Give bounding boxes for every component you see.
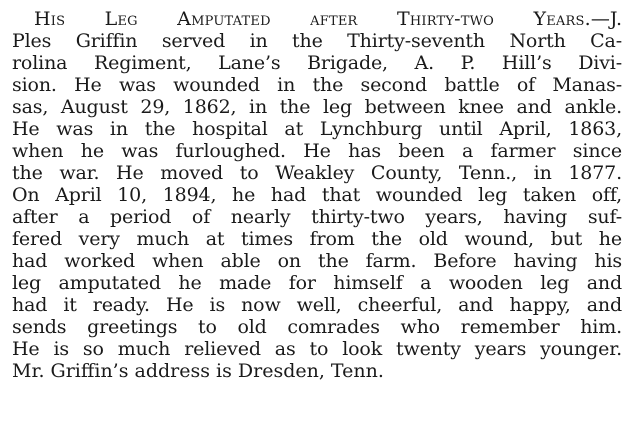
article-line-9: On April 10, 1894, he had that wounded leg taken off, <box>12 184 622 206</box>
article-line-10: after a period of nearly thirty-two years, having suf- <box>12 206 622 228</box>
article-line-8: the war. He moved to Weakley County, Tenn., in 1877. <box>12 162 622 184</box>
article-line-17: Mr. Griffin’s address is Dresden, Tenn. <box>12 360 384 382</box>
article-line-16: He is so much relieved as to look twenty years younger. <box>12 338 622 360</box>
article-line-4: sion. He was wounded in the second battle of Manas- <box>12 74 622 96</box>
article-line-2: Ples Griffin served in the Thirty-seventh North Ca- <box>12 30 622 52</box>
article-headline: His Leg Amputated after Thirty-two Years. <box>34 8 591 30</box>
article-line-5: sas, August 29, 1862, in the leg between knee and ankle. <box>12 96 622 118</box>
article-line-1-text: —J. <box>590 8 622 30</box>
article-line-13: leg amputated he made for himself a wooden leg and <box>12 272 622 294</box>
article-line-14: had it ready. He is now well, cheerful, and happy, and <box>12 294 622 316</box>
article-line-1 <box>12 8 622 30</box>
article-line-15: sends greetings to old comrades who remember him. <box>12 316 622 338</box>
article-line-3: rolina Regiment, Lane’s Brigade, A. P. Hill’s Divi- <box>12 52 622 74</box>
article-line-7: when he was furloughed. He has been a farmer since <box>12 140 622 162</box>
article-line-6: He was in the hospital at Lynchburg until April, 1863, <box>12 118 622 140</box>
article-line-11: fered very much at times from the old wound, but he <box>12 228 622 250</box>
article <box>12 8 622 382</box>
article-line-12: had worked when able on the farm. Before having his <box>12 250 622 272</box>
